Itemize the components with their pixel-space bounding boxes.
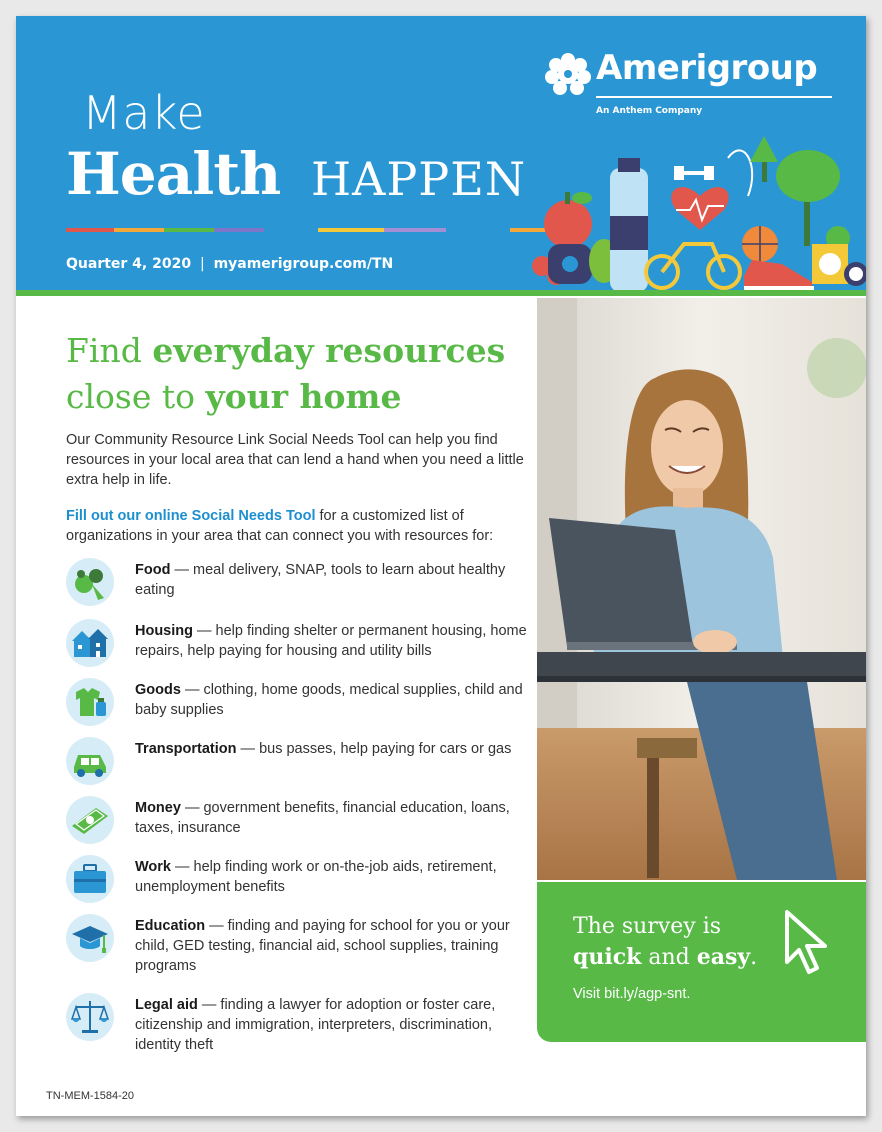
cta-rest: for a customized list of organizations in your area that can connect you with resources for: [66, 508, 494, 544]
flower-logo-icon [542, 52, 594, 96]
logo-subtitle: An Anthem Company [596, 106, 703, 116]
mouse-cursor-icon [783, 908, 835, 976]
document-code: TN-MEM-1584-20 [46, 1090, 135, 1102]
photo-illustration [537, 298, 866, 880]
resource-desc-goods: — clothing, home goods, medical supplies, child and baby supplies [135, 682, 523, 718]
resource-text-goods [135, 680, 535, 720]
resource-desc-work: — help finding work or on-the-job aids, retirement, unemployment benefits [135, 859, 497, 895]
header-bottom-stripe [16, 290, 866, 296]
resource-desc-education: — finding and paying for school for you or your child, GED testing, financial aid, school supplies, training programs [135, 918, 510, 974]
survey-bold-easy: easy [696, 944, 751, 970]
resource-title-food: Food [135, 562, 171, 578]
resource-desc-legal: — finding a lawyer for adoption or foster care, citizenship and immigration, interpreters, discrimination, identity theft [135, 997, 496, 1053]
happen-title: HAPPEN [311, 152, 527, 206]
social-needs-tool-link[interactable]: Fill out our online Social Needs Tool [66, 508, 316, 524]
headline-line2-bold: your home [205, 377, 402, 416]
graduation-cap-icon [66, 914, 114, 962]
resource-text-legal [135, 995, 535, 1055]
headline-line1-bold: everyday resources [152, 331, 506, 370]
survey-bold-quick: quick [573, 944, 642, 970]
car-icon [66, 737, 114, 785]
header-banner [16, 16, 866, 290]
money-icon [66, 796, 114, 844]
color-bar-lavender [384, 228, 446, 232]
health-title: Health [66, 140, 281, 208]
survey-callout [537, 882, 866, 1042]
scales-icon [66, 993, 114, 1041]
resource-title-money: Money [135, 800, 181, 816]
resource-title-goods: Goods [135, 682, 181, 698]
amerigroup-logo [542, 46, 842, 126]
resource-title-housing: Housing [135, 623, 193, 639]
logo-name: Amerigroup [596, 48, 818, 88]
intro-paragraph: Our Community Resource Link Social Needs Tool can help you find resources in your local area that can lend a hand when you need a little extra help in life. [66, 432, 524, 488]
survey-line2 [573, 944, 757, 970]
survey-end: . [750, 945, 758, 970]
resource-title-work: Work [135, 859, 171, 875]
issue-url[interactable]: myamerigroup.com/TN [213, 256, 394, 272]
resource-title-transportation: Transportation [135, 741, 237, 757]
goods-icon [66, 678, 114, 726]
color-bar-purple [214, 228, 264, 232]
resource-desc-food: — meal delivery, SNAP, tools to learn about healthy eating [135, 562, 506, 598]
survey-visit-link[interactable]: Visit bit.ly/agp-snt. [573, 986, 691, 1002]
issue-separator: | [199, 256, 205, 272]
resource-text-money [135, 798, 535, 838]
resource-title-education: Education [135, 918, 206, 934]
healthy-lifestyle-illustration [512, 126, 866, 291]
briefcase-icon [66, 855, 114, 903]
resource-title-legal: Legal aid [135, 997, 198, 1013]
resource-text-housing [135, 621, 535, 661]
color-bar-yellow [318, 228, 384, 232]
survey-line1: The survey is [573, 914, 722, 939]
color-bar-red [66, 228, 114, 232]
make-title: Make [82, 86, 206, 140]
cta-paragraph [66, 506, 546, 546]
resource-text-transportation [135, 739, 535, 759]
resource-text-education [135, 916, 535, 976]
resource-desc-money: — government benefits, financial education, loans, taxes, insurance [135, 800, 510, 836]
woman-laptop-photo [537, 298, 866, 880]
main-headline [66, 328, 546, 420]
issue-quarter: Quarter 4, 2020 [66, 256, 192, 272]
food-icon [66, 558, 114, 606]
housing-icon [66, 619, 114, 667]
issue-line [66, 256, 393, 272]
survey-mid: and [641, 945, 697, 970]
resource-desc-transportation: — bus passes, help paying for cars or gas [236, 741, 512, 757]
resource-text-food [135, 560, 535, 600]
resource-text-work [135, 857, 535, 897]
logo-underline [596, 96, 832, 98]
headline-line1-pre: Find [66, 331, 153, 370]
color-bar-green [164, 228, 214, 232]
color-bar-orange [114, 228, 164, 232]
newsletter-page [16, 16, 866, 1116]
headline-line2-pre: close to [66, 377, 206, 416]
resource-desc-housing: — help finding shelter or permanent housing, home repairs, help paying for housing and utility bills [135, 623, 527, 659]
